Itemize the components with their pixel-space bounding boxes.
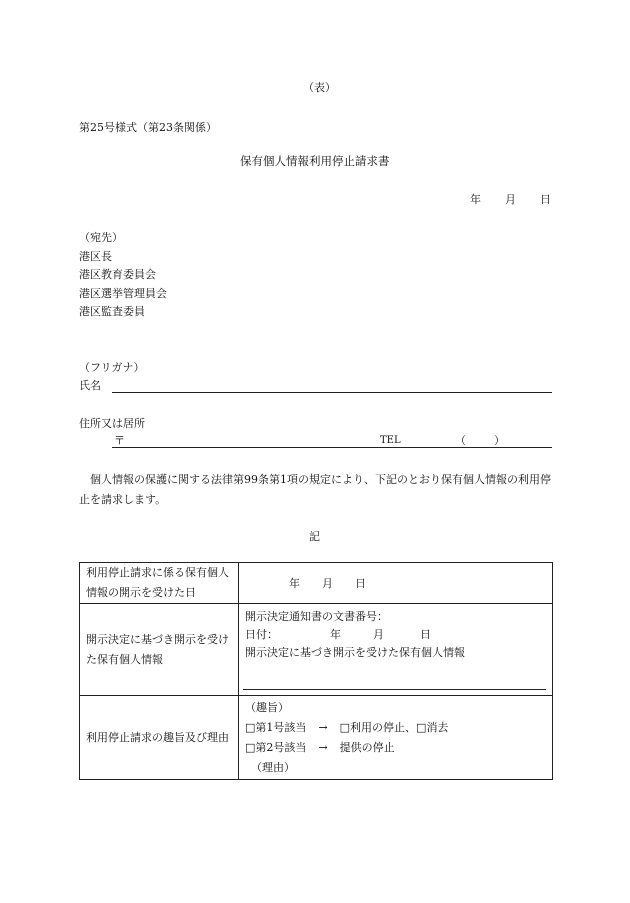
postal-mark: 〒 — [114, 434, 125, 447]
name-label: 氏名 — [79, 379, 101, 392]
option-line-2 — [245, 738, 546, 758]
furigana-label: （フリガナ） — [79, 361, 145, 374]
disclosed-info-field[interactable] — [239, 604, 553, 696]
reason-label: （理由） — [251, 760, 295, 774]
date-year: 年 — [470, 193, 481, 206]
page-title: 保有個人情報利用停止請求書 — [240, 154, 390, 168]
option1-label: 第1号該当 — [255, 720, 307, 734]
tel-close-paren: ） — [494, 434, 505, 447]
form-number: 第25号様式（第23条関係） — [79, 121, 217, 134]
option1-a-checkbox[interactable]: □ — [339, 720, 351, 734]
address-label: 住所又は居所 — [79, 417, 145, 430]
option2-checkbox[interactable]: □ — [245, 740, 256, 754]
doc-number-label: 開示決定通知書の文書番号： — [245, 610, 388, 623]
option2-action: 提供の停止 — [339, 740, 395, 754]
row2-year: 年 — [330, 628, 341, 641]
request-details-table — [79, 562, 553, 780]
option1-checkbox[interactable]: □ — [245, 720, 256, 734]
tel-open-paren: （ — [455, 434, 466, 447]
row2-info-label: 開示決定に基づき開示を受けた保有個人情報 — [245, 646, 465, 659]
recipient: 港区監査委員 — [79, 305, 145, 318]
recipient: 港区長 — [79, 250, 112, 263]
address-field[interactable] — [112, 447, 552, 448]
row2-date-label: 日付： — [245, 628, 278, 641]
purpose-label: （趣旨） — [245, 700, 289, 714]
request-statement: 個人情報の保護に関する法律第99条第1項の規定により、下記のとおり保有個人情報の利用停止を請求します。 — [79, 473, 551, 506]
row-label: 開示決定に基づき開示を受けた保有個人情報 — [80, 604, 239, 696]
side-label: （表） — [303, 81, 336, 94]
option1-a-label: 利用の停止、 — [350, 720, 417, 734]
name-field[interactable] — [112, 392, 552, 393]
table-row — [80, 563, 553, 604]
arrow-icon: → — [318, 720, 328, 734]
option1-b-label: 消去 — [426, 720, 449, 734]
date-day: 日 — [540, 193, 551, 206]
arrow-icon: → — [318, 740, 328, 754]
disclosure-date-field[interactable] — [239, 563, 553, 604]
option-line-1 — [245, 718, 546, 738]
row2-day: 日 — [420, 628, 431, 641]
option2-label: 第2号該当 — [255, 740, 307, 754]
row2-month: 月 — [373, 628, 384, 641]
date-month: 月 — [505, 193, 516, 206]
addressee-label: （宛先） — [79, 231, 123, 244]
recipient: 港区教育委員会 — [79, 268, 156, 281]
tel-label: TEL — [380, 435, 401, 446]
row1-month: 月 — [322, 577, 333, 590]
row1-year: 年 — [289, 577, 300, 590]
purpose-reason-field[interactable] — [239, 696, 553, 780]
row2-date-line — [245, 626, 546, 644]
table-row — [80, 604, 553, 696]
row-label: 利用停止請求の趣旨及び理由 — [80, 696, 239, 780]
ki-label: 記 — [309, 530, 320, 543]
table-row — [80, 696, 553, 780]
recipient: 港区選挙管理員会 — [79, 287, 167, 300]
row2-underline — [243, 689, 546, 690]
option1-b-checkbox[interactable]: □ — [416, 720, 427, 734]
row-label: 利用停止請求に係る保有個人情報の開示を受けた日 — [80, 563, 239, 604]
row1-day: 日 — [355, 577, 366, 590]
